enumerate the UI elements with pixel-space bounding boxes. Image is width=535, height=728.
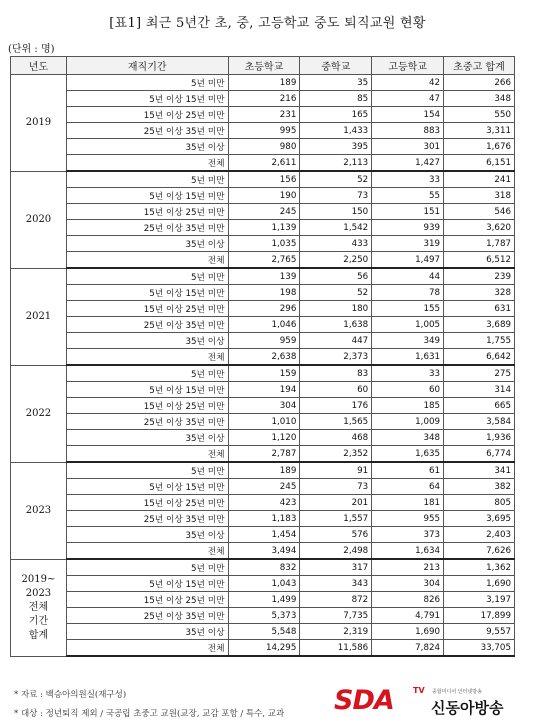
tenure-cell: 5년 이상 15년 미만: [66, 382, 228, 398]
table-row: [11, 365, 515, 382]
table-row: [11, 576, 515, 592]
tenure-cell: 5년 미만: [66, 559, 228, 576]
value-cell: 1,183: [228, 511, 300, 527]
tenure-cell: 전체: [66, 252, 228, 269]
value-cell: 805: [444, 495, 515, 511]
table-row: [11, 640, 515, 657]
table-row: [11, 559, 515, 576]
value-cell: 78: [372, 285, 444, 301]
value-cell: 181: [372, 495, 444, 511]
tenure-cell: 5년 이상 15년 미만: [66, 285, 228, 301]
tenure-cell: 35년 이상: [66, 624, 228, 640]
value-cell: 1,557: [300, 511, 372, 527]
value-cell: 576: [300, 527, 372, 543]
table-row: [11, 624, 515, 640]
broadcaster-logo: [334, 686, 534, 724]
retirement-table: [10, 56, 515, 657]
tenure-cell: 25년 이상 35년 미만: [66, 414, 228, 430]
value-cell: 165: [300, 107, 372, 123]
value-cell: 349: [372, 333, 444, 349]
value-cell: 1,638: [300, 317, 372, 333]
tenure-cell: 5년 미만: [66, 462, 228, 479]
value-cell: 44: [372, 268, 444, 285]
header-high: 고등학교: [372, 57, 444, 75]
value-cell: 42: [372, 75, 444, 91]
value-cell: 980: [228, 139, 300, 155]
value-cell: 35: [300, 75, 372, 91]
tenure-cell: 전체: [66, 640, 228, 657]
value-cell: 241: [444, 171, 515, 188]
value-cell: 156: [228, 171, 300, 188]
tenure-cell: 5년 이상 15년 미만: [66, 479, 228, 495]
value-cell: 1,043: [228, 576, 300, 592]
value-cell: 194: [228, 382, 300, 398]
value-cell: 180: [300, 301, 372, 317]
value-cell: 1,542: [300, 220, 372, 236]
table-row: [11, 495, 515, 511]
value-cell: 1,565: [300, 414, 372, 430]
value-cell: 832: [228, 559, 300, 576]
header-year: 년도: [11, 57, 67, 75]
value-cell: 56: [300, 268, 372, 285]
value-cell: 7,824: [372, 640, 444, 657]
tenure-cell: 25년 이상 35년 미만: [66, 317, 228, 333]
tenure-cell: 25년 이상 35년 미만: [66, 608, 228, 624]
value-cell: 60: [372, 382, 444, 398]
value-cell: 11,586: [300, 640, 372, 657]
tenure-cell: 5년 이상 15년 미만: [66, 576, 228, 592]
value-cell: 348: [444, 91, 515, 107]
table-row: [11, 608, 515, 624]
value-cell: 201: [300, 495, 372, 511]
tenure-cell: 15년 이상 25년 미만: [66, 592, 228, 608]
value-cell: 1,635: [372, 446, 444, 463]
table-row: [11, 188, 515, 204]
value-cell: 6,151: [444, 155, 515, 172]
year-cell: 2022: [11, 365, 67, 462]
table-row: [11, 527, 515, 543]
table-title: [표1] 최근 5년간 초, 중, 고등학교 중도 퇴직교원 현황: [109, 16, 426, 31]
year-cell: 2019: [11, 75, 67, 172]
table-row: [11, 333, 515, 349]
value-cell: 826: [372, 592, 444, 608]
value-cell: 6,774: [444, 446, 515, 463]
tenure-cell: 15년 이상 25년 미만: [66, 301, 228, 317]
table-row: [11, 171, 515, 188]
value-cell: 1,454: [228, 527, 300, 543]
logo-mark: SDA: [334, 685, 394, 716]
table-row: [11, 75, 515, 91]
value-cell: 2,319: [300, 624, 372, 640]
table-row: [11, 268, 515, 285]
value-cell: 176: [300, 398, 372, 414]
value-cell: 7,626: [444, 543, 515, 560]
value-cell: 5,373: [228, 608, 300, 624]
value-cell: 159: [228, 365, 300, 382]
value-cell: 447: [300, 333, 372, 349]
value-cell: 2,638: [228, 349, 300, 366]
value-cell: 1,010: [228, 414, 300, 430]
value-cell: 266: [444, 75, 515, 91]
value-cell: 3,311: [444, 123, 515, 139]
value-cell: 1,009: [372, 414, 444, 430]
value-cell: 468: [300, 430, 372, 446]
value-cell: 198: [228, 285, 300, 301]
value-cell: 955: [372, 511, 444, 527]
table-row: [11, 91, 515, 107]
value-cell: 1,362: [444, 559, 515, 576]
value-cell: 151: [372, 204, 444, 220]
table-row: [11, 446, 515, 463]
tenure-cell: 15년 이상 25년 미만: [66, 398, 228, 414]
table-row: [11, 382, 515, 398]
value-cell: 1,690: [444, 576, 515, 592]
value-cell: 33: [372, 365, 444, 382]
value-cell: 91: [300, 462, 372, 479]
value-cell: 631: [444, 301, 515, 317]
table-row: [11, 430, 515, 446]
value-cell: 959: [228, 333, 300, 349]
logo-name: 신동아방송: [431, 699, 504, 717]
value-cell: 3,494: [228, 543, 300, 560]
value-cell: 2,352: [300, 446, 372, 463]
value-cell: 155: [372, 301, 444, 317]
table-row: [11, 592, 515, 608]
unit-label: (단위 : 명): [8, 44, 55, 55]
value-cell: 231: [228, 107, 300, 123]
tenure-cell: 35년 이상: [66, 430, 228, 446]
tenure-cell: 25년 이상 35년 미만: [66, 220, 228, 236]
table-row: [11, 285, 515, 301]
value-cell: 245: [228, 204, 300, 220]
value-cell: 319: [372, 236, 444, 252]
tenure-cell: 25년 이상 35년 미만: [66, 123, 228, 139]
value-cell: 245: [228, 479, 300, 495]
value-cell: 1,427: [372, 155, 444, 172]
footer-source: * 자료 : 백승아의원실(재구성): [14, 690, 127, 700]
logo-tv: TV: [413, 686, 425, 695]
table-row: [11, 479, 515, 495]
tenure-cell: 35년 이상: [66, 236, 228, 252]
value-cell: 296: [228, 301, 300, 317]
tenure-cell: 15년 이상 25년 미만: [66, 495, 228, 511]
table-row: [11, 123, 515, 139]
tenure-cell: 5년 미만: [66, 268, 228, 285]
value-cell: 154: [372, 107, 444, 123]
tenure-cell: 35년 이상: [66, 139, 228, 155]
table-row: [11, 511, 515, 527]
value-cell: 318: [444, 188, 515, 204]
year-cell: 2021: [11, 268, 67, 365]
tenure-cell: 전체: [66, 155, 228, 172]
footer-target: * 대상 : 정년퇴직 제외 / 국공립 초중고 교원(교장, 교감 포함 / 특수, 교과: [14, 709, 285, 719]
value-cell: 883: [372, 123, 444, 139]
tenure-cell: 5년 미만: [66, 75, 228, 91]
value-cell: 550: [444, 107, 515, 123]
table-row: [11, 462, 515, 479]
value-cell: 995: [228, 123, 300, 139]
value-cell: 2,765: [228, 252, 300, 269]
value-cell: 433: [300, 236, 372, 252]
value-cell: 83: [300, 365, 372, 382]
tenure-cell: 35년 이상: [66, 527, 228, 543]
value-cell: 33,705: [444, 640, 515, 657]
value-cell: 1,005: [372, 317, 444, 333]
value-cell: 1,634: [372, 543, 444, 560]
value-cell: 2,498: [300, 543, 372, 560]
value-cell: 61: [372, 462, 444, 479]
table-row: [11, 204, 515, 220]
tenure-cell: 전체: [66, 543, 228, 560]
value-cell: 7,735: [300, 608, 372, 624]
value-cell: 301: [372, 139, 444, 155]
tenure-cell: 15년 이상 25년 미만: [66, 107, 228, 123]
table-row: [11, 317, 515, 333]
value-cell: 216: [228, 91, 300, 107]
value-cell: 382: [444, 479, 515, 495]
value-cell: 3,584: [444, 414, 515, 430]
year-cell: 2020: [11, 171, 67, 268]
value-cell: 1,497: [372, 252, 444, 269]
tenure-cell: 5년 이상 15년 미만: [66, 91, 228, 107]
value-cell: 304: [228, 398, 300, 414]
value-cell: 546: [444, 204, 515, 220]
value-cell: 14,295: [228, 640, 300, 657]
value-cell: 4,791: [372, 608, 444, 624]
tenure-cell: 전체: [66, 446, 228, 463]
value-cell: 1,120: [228, 430, 300, 446]
value-cell: 1,139: [228, 220, 300, 236]
table-row: [11, 139, 515, 155]
value-cell: 3,695: [444, 511, 515, 527]
value-cell: 1,676: [444, 139, 515, 155]
table-row: [11, 349, 515, 366]
year-cell: 2023: [11, 462, 67, 559]
value-cell: 395: [300, 139, 372, 155]
value-cell: 189: [228, 75, 300, 91]
value-cell: 423: [228, 495, 300, 511]
value-cell: 3,689: [444, 317, 515, 333]
tenure-cell: 25년 이상 35년 미만: [66, 511, 228, 527]
value-cell: 314: [444, 382, 515, 398]
table-row: [11, 252, 515, 269]
value-cell: 60: [300, 382, 372, 398]
value-cell: 341: [444, 462, 515, 479]
value-cell: 2,250: [300, 252, 372, 269]
value-cell: 239: [444, 268, 515, 285]
value-cell: 2,113: [300, 155, 372, 172]
value-cell: 2,373: [300, 349, 372, 366]
tenure-cell: 전체: [66, 349, 228, 366]
value-cell: 64: [372, 479, 444, 495]
value-cell: 52: [300, 285, 372, 301]
value-cell: 304: [372, 576, 444, 592]
value-cell: 939: [372, 220, 444, 236]
table-row: [11, 543, 515, 560]
value-cell: 5,548: [228, 624, 300, 640]
table-row: [11, 301, 515, 317]
value-cell: 1,755: [444, 333, 515, 349]
value-cell: 1,035: [228, 236, 300, 252]
value-cell: 1,433: [300, 123, 372, 139]
logo-tagline: 종합미디어 인터넷방송: [432, 689, 482, 695]
header-middle: 중학교: [300, 57, 372, 75]
value-cell: 1,631: [372, 349, 444, 366]
value-cell: 17,899: [444, 608, 515, 624]
value-cell: 189: [228, 462, 300, 479]
header-total: 초중고 합계: [444, 57, 515, 75]
tenure-cell: 35년 이상: [66, 333, 228, 349]
value-cell: 1,499: [228, 592, 300, 608]
value-cell: 213: [372, 559, 444, 576]
value-cell: 665: [444, 398, 515, 414]
value-cell: 3,197: [444, 592, 515, 608]
value-cell: 47: [372, 91, 444, 107]
tenure-cell: 5년 이상 15년 미만: [66, 188, 228, 204]
table-row: [11, 236, 515, 252]
value-cell: 185: [372, 398, 444, 414]
table-row: [11, 107, 515, 123]
value-cell: 6,512: [444, 252, 515, 269]
table-row: [11, 398, 515, 414]
value-cell: 2,787: [228, 446, 300, 463]
value-cell: 3,620: [444, 220, 515, 236]
value-cell: 373: [372, 527, 444, 543]
year-cell: 2019~ 2023 전체 기간 합계: [11, 559, 67, 656]
value-cell: 33: [372, 171, 444, 188]
value-cell: 348: [372, 430, 444, 446]
value-cell: 55: [372, 188, 444, 204]
value-cell: 2,403: [444, 527, 515, 543]
value-cell: 190: [228, 188, 300, 204]
table-row: [11, 414, 515, 430]
table-body: [11, 75, 515, 657]
table-row: [11, 155, 515, 172]
value-cell: 275: [444, 365, 515, 382]
value-cell: 85: [300, 91, 372, 107]
tenure-cell: 5년 미만: [66, 365, 228, 382]
value-cell: 1,787: [444, 236, 515, 252]
value-cell: 1,936: [444, 430, 515, 446]
value-cell: 2,611: [228, 155, 300, 172]
value-cell: 139: [228, 268, 300, 285]
table-row: [11, 220, 515, 236]
value-cell: 73: [300, 479, 372, 495]
value-cell: 52: [300, 171, 372, 188]
value-cell: 73: [300, 188, 372, 204]
value-cell: 9,557: [444, 624, 515, 640]
value-cell: 872: [300, 592, 372, 608]
tenure-cell: 15년 이상 25년 미만: [66, 204, 228, 220]
value-cell: 343: [300, 576, 372, 592]
value-cell: 317: [300, 559, 372, 576]
header-tenure: 재직기간: [66, 57, 228, 75]
header-row: [11, 57, 515, 75]
tenure-cell: 5년 미만: [66, 171, 228, 188]
value-cell: 1,690: [372, 624, 444, 640]
value-cell: 6,642: [444, 349, 515, 366]
header-elementary: 초등학교: [228, 57, 300, 75]
value-cell: 150: [300, 204, 372, 220]
value-cell: 1,046: [228, 317, 300, 333]
value-cell: 328: [444, 285, 515, 301]
